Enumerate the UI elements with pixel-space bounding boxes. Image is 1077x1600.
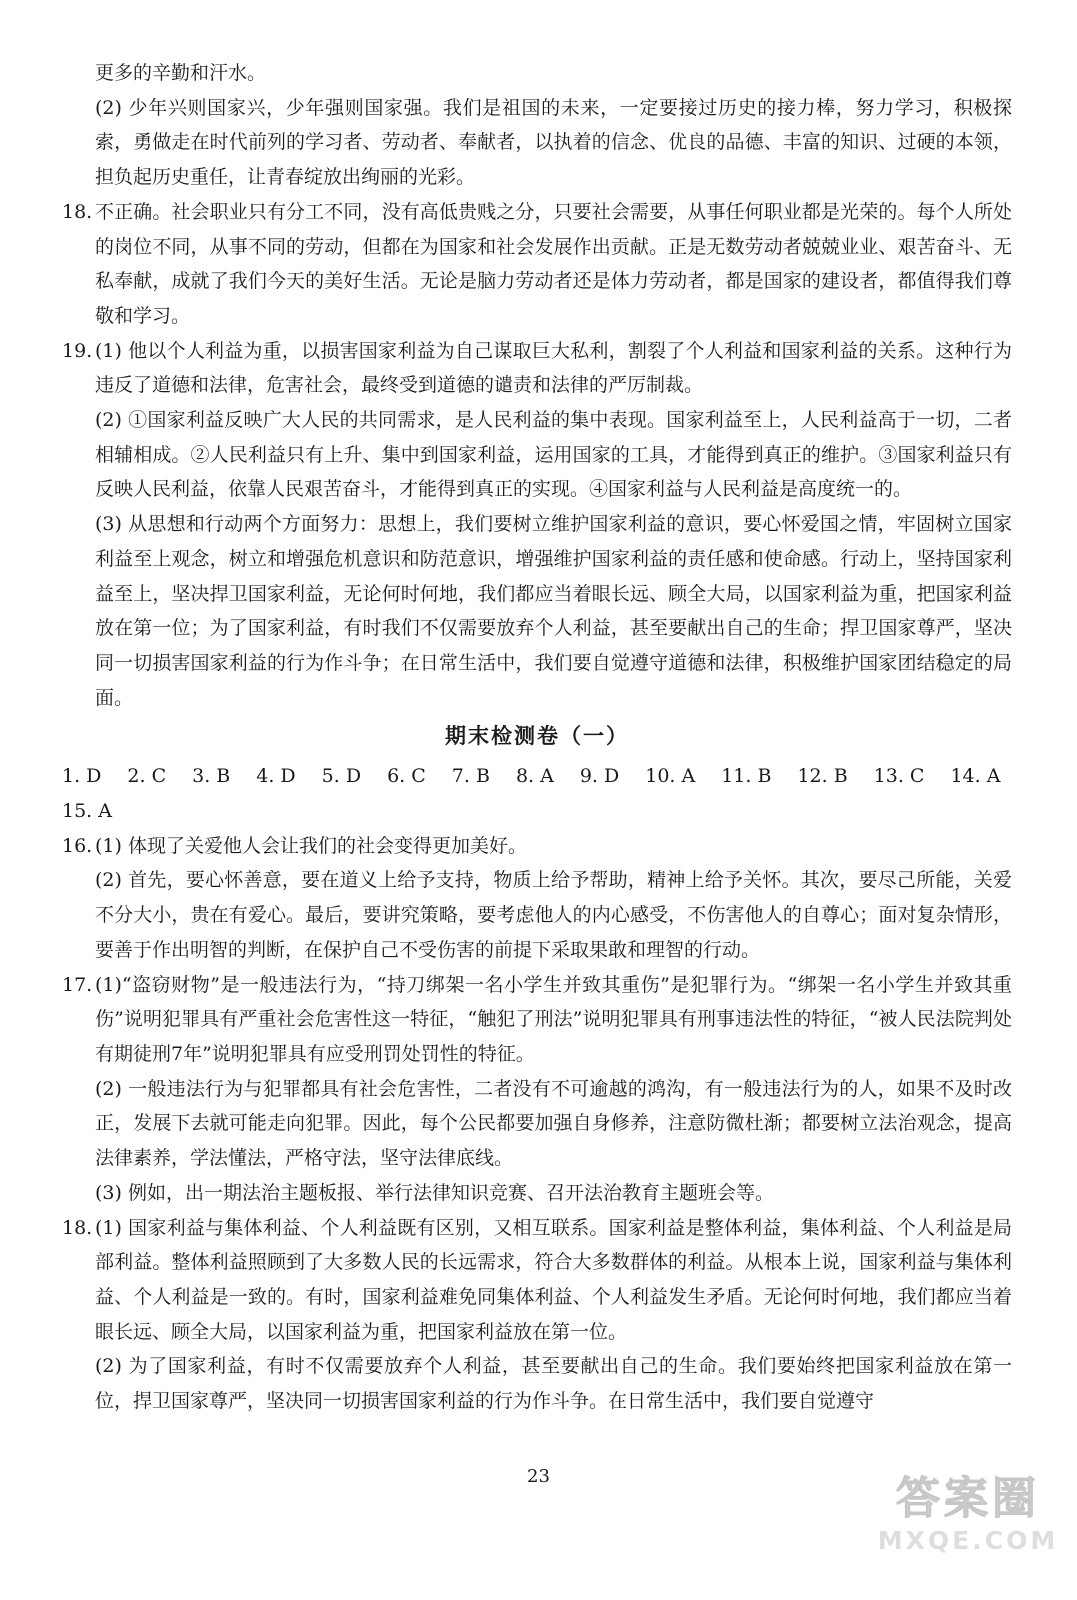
answer-choice: 11. B [721,765,772,788]
watermark-title: 答案圈 [896,1473,1040,1524]
section-title: 期末检测卷（一） [445,723,629,749]
answer-item-18 [62,195,1012,334]
sub-answer-2: (2) 少年兴则国家兴，少年强则国家强。我们是祖国的未来，一定要接过历史的接力棒，努力学习，积极探索，勇做走在时代前列的学习者、劳动者、奉献者，以执着的信念、优良的品德、丰富的知识、过硬的本领，担负起历史重任，让青春绽放出绚丽的光彩。 [95,96,1012,189]
sub-answer-17-3: (3) 例如，出一期法治主题板报、举行法律知识竞赛、召开法治教育主题班会等。 [95,1181,774,1204]
answer-choice: 2. C [127,765,167,788]
item-number: 18. [62,1216,93,1239]
answer-choice: 9. D [579,765,620,788]
multiple-choice-answers [62,759,1012,828]
answer-item-16 [62,829,1012,864]
item-number: 19. [62,339,93,362]
answer-choice: 5. D [321,765,362,788]
item-text: (1) 国家利益与集体利益、个人利益既有区别，又相互联系。国家利益是整体利益，集体利益、个人利益是局部利益。整体利益照顾到了大多数人民的长远需求，符合大多数群体的利益。从根本上说，国家利益与集体利益、个人利益是一致的。有时，国家利益难免同集体利益、个人利益发生矛盾。无论何时何地，我们都应当着眼长远、顾全大局，以国家利益为重，把国家利益放在第一位。 [95,1216,1012,1343]
watermark-site: MXQE.COM [877,1526,1059,1555]
answer-choice: 10. A [645,765,696,788]
watermark-logo [873,1472,1063,1564]
answer-item-18-final [62,1211,1012,1350]
item-text: (1) 体现了关爱他人会让我们的社会变得更加美好。 [95,834,527,857]
page-number: 23 [527,1466,550,1487]
sub-answer-16-2: (2) 首先，要心怀善意，要在道义上给予支持，物质上给予帮助，精神上给予关怀。其次，要尽己所能，关爱不分大小，贵在有爱心。最后，要讲究策略，要考虑他人的内心感受，不伤害他人的自尊心；面对复杂情形，要善于作出明智的判断，在保护自己不受伤害的前提下采取果敢和理智的行动。 [95,869,1012,961]
sub-answer-18-2: (2) 为了国家利益，有时不仅需要放弃个人利益，甚至要献出自己的生命。我们要始终把国家利益放在第一位，捍卫国家尊严，坚决同一切损害国家利益的行为作斗争。在日常生活中，我们要自觉遵守 [95,1355,1012,1413]
item-text: 不正确。社会职业只有分工不同，没有高低贵贱之分，只要社会需要，从事任何职业都是光荣的。每个人所处的岗位不同，从事不同的劳动，但都在为国家和社会发展作出贡献。正是无数劳动者兢兢业业、艰苦奋斗、无私奉献，成就了我们今天的美好生活。无论是脑力劳动者还是体力劳动者，都是国家的建设者，都值得我们尊敬和学习。 [95,200,1012,327]
sub-answer-17-2: (2) 一般违法行为与犯罪都具有社会危害性，二者没有不可逾越的鸿沟，有一般违法行为的人，如果不及时改正，发展下去就可能走向犯罪。因此，每个公民都要加强自身修养，注意防微杜渐；都要树立法治观念，提高法律素养，学法懂法，严格守法，坚守法律底线。 [95,1077,1012,1170]
answer-choice: 15. A [62,800,112,823]
sub-answer-19-2: (2) ①国家利益反映广大人民的共同需求，是人民利益的集中表现。国家利益至上，人民利益高于一切，二者相辅相成。②人民利益只有上升、集中到国家利益，运用国家的工具，才能得到真正的维护。③国家利益只有反映人民利益，依靠人民艰苦奋斗，才能得到真正的实现。④国家利益与人民利益是高度统一的。 [95,409,1012,501]
paragraph-continuation: 更多的辛勤和汗水。 [95,62,267,84]
answer-choice: 12. B [797,765,848,788]
answer-choice: 8. A [515,765,554,788]
answer-choice: 13. C [873,765,925,788]
answer-choice: 1. D [62,765,102,788]
item-text: (1)“盗窃财物”是一般违法行为，“持刀绑架一名小学生并致其重伤”是犯罪行为。“绑架一名小学生并致其重伤”说明犯罪具有严重社会危害性这一特征，“触犯了刑法”说明犯罪具有刑事违法性的特征，“被人民法院判处有期徒刑7年”说明犯罪具有应受刑罚处罚性的特征。 [95,973,1012,1065]
answer-content [62,56,1012,1419]
answer-choice: 14. A [950,765,1001,788]
answer-item-17 [62,968,1012,1072]
item-number: 18. [62,200,93,223]
answer-choice: 3. B [192,765,231,788]
item-number: 17. [62,973,93,996]
answer-choice: 6. C [387,765,426,788]
answer-choice: 7. B [451,765,490,788]
sub-answer-19-3: (3) 从思想和行动两个方面努力：思想上，我们要树立维护国家利益的意识，要心怀爱国之情，牢固树立国家利益至上观念，树立和增强危机意识和防范意识，增强维护国家利益的责任感和使命感。行动上，坚持国家利益至上，坚决捍卫国家利益，无论何时何地，我们都应当着眼长远、顾全大局，以国家利益为重，把国家利益放在第一位；为了国家利益，有时我们不仅需要放弃个人利益，甚至要献出自己的生命；捍卫国家尊严，坚决同一切损害国家利益的行为作斗争；在日常生活中，我们要自觉遵守道德和法律，积极维护国家团结稳定的局面。 [95,513,1012,709]
answer-choice: 4. D [256,765,296,788]
item-text: (1) 他以个人利益为重，以损害国家利益为自己谋取巨大私利，割裂了个人利益和国家利益的关系。这种行为违反了道德和法律，危害社会，最终受到道德的谴责和法律的严厉制裁。 [95,339,1012,397]
answer-item-19 [62,334,1012,403]
item-number: 16. [62,834,93,857]
